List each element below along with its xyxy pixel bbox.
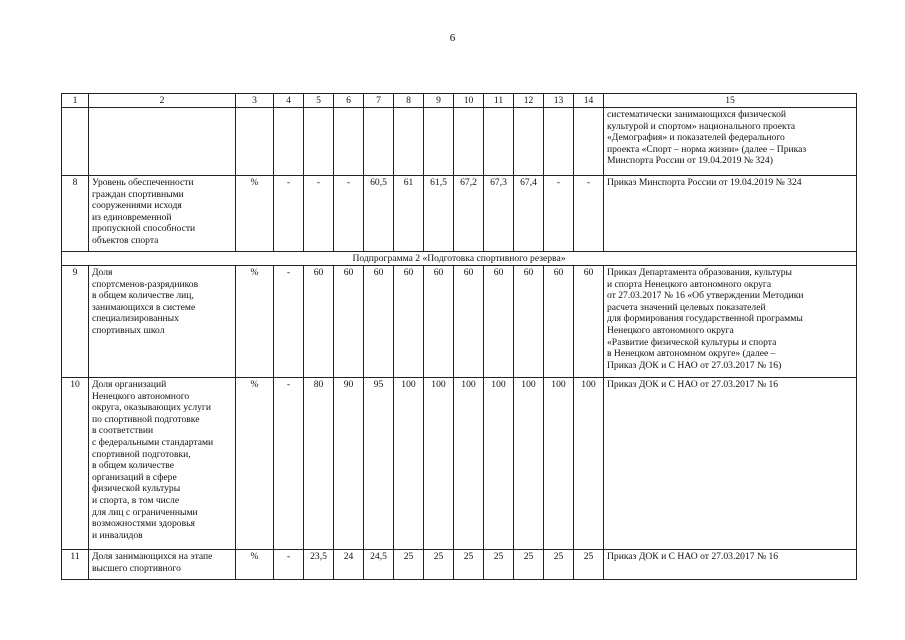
column-header: 3 — [236, 94, 274, 108]
column-header: 9 — [424, 94, 454, 108]
value-cell — [394, 108, 424, 176]
column-header: 11 — [484, 94, 514, 108]
value-cell: 61 — [394, 176, 424, 252]
value-cell: 60 — [334, 266, 364, 378]
indicator-name: Доля организаций Ненецкого автономного округа, оказывающих услуги по спортивной подготовке в соответствии с федеральными стандартами спортивной подготовки, в общем количестве организаций в сфере физической культуры и спорта, в том числе для лиц с ограниченными возможностями здоровья и инвалидов — [89, 378, 236, 550]
source-document: Приказ Департамента образования, культуры и спорта Ненецкого автономного округа от 27.03.2017 № 16 «Об утверждении Методики расчета значений целевых показателей для формирования государственной программы Ненецкого автономного округа «Развитие физической культуры и спорта в Ненецком автономном округе» (далее – Приказ ДОК и С НАО от 27.03.2017 № 16) — [604, 266, 857, 378]
value-cell: 23,5 — [304, 550, 334, 580]
value-cell — [514, 108, 544, 176]
value-cell: - — [544, 176, 574, 252]
value-cell: 25 — [424, 550, 454, 580]
source-document: Приказ ДОК и С НАО от 27.03.2017 № 16 — [604, 550, 857, 580]
value-cell: 60 — [424, 266, 454, 378]
unit-cell: % — [236, 266, 274, 378]
value-cell: 25 — [514, 550, 544, 580]
value-cell — [334, 108, 364, 176]
table-row — [62, 176, 857, 252]
value-cell: 100 — [514, 378, 544, 550]
value-cell — [424, 108, 454, 176]
value-cell: 60 — [484, 266, 514, 378]
indicator-name: Доля спортсменов-разрядников в общем количестве лиц, занимающихся в системе специализированных спортивных школ — [89, 266, 236, 378]
value-cell: - — [274, 266, 304, 378]
value-cell: 60 — [394, 266, 424, 378]
value-cell — [454, 108, 484, 176]
column-header: 6 — [334, 94, 364, 108]
value-cell: 60 — [304, 266, 334, 378]
column-header: 2 — [89, 94, 236, 108]
source-document: Приказ Минспорта России от 19.04.2019 № 324 — [604, 176, 857, 252]
source-document: систематически занимающихся физической культурой и спортом» национального проекта «Демография» и показателей федерального проекта «Спорт – норма жизни» (далее – Приказ Минспорта России от 19.04.2019 № 324) — [604, 108, 857, 176]
value-cell: 25 — [394, 550, 424, 580]
unit-cell: % — [236, 176, 274, 252]
column-header: 1 — [62, 94, 89, 108]
value-cell: 100 — [484, 378, 514, 550]
page-number: 6 — [449, 32, 456, 44]
column-header: 8 — [394, 94, 424, 108]
value-cell: - — [574, 176, 604, 252]
value-cell — [484, 108, 514, 176]
column-header: 13 — [544, 94, 574, 108]
value-cell: 60,5 — [364, 176, 394, 252]
row-number: 10 — [62, 378, 89, 550]
value-cell: 60 — [574, 266, 604, 378]
unit-cell: % — [236, 550, 274, 580]
column-header: 7 — [364, 94, 394, 108]
unit-cell: % — [236, 378, 274, 550]
header-row — [62, 94, 857, 108]
row-number: 11 — [62, 550, 89, 580]
indicator-name: Уровень обеспеченности граждан спортивными сооружениями исходя из единовременной пропускной способности объектов спорта — [89, 176, 236, 252]
value-cell — [304, 108, 334, 176]
value-cell: - — [304, 176, 334, 252]
value-cell: 95 — [364, 378, 394, 550]
table-row — [62, 378, 857, 550]
value-cell: 60 — [364, 266, 394, 378]
value-cell: 90 — [334, 378, 364, 550]
value-cell: 100 — [544, 378, 574, 550]
value-cell: 67,4 — [514, 176, 544, 252]
value-cell: 25 — [574, 550, 604, 580]
value-cell: 67,2 — [454, 176, 484, 252]
source-document: Приказ ДОК и С НАО от 27.03.2017 № 16 — [604, 378, 857, 550]
value-cell: - — [334, 176, 364, 252]
column-header: 14 — [574, 94, 604, 108]
value-cell: 60 — [454, 266, 484, 378]
table-row — [62, 550, 857, 580]
value-cell — [364, 108, 394, 176]
subprogram-title: Подпрограмма 2 «Подготовка спортивного резерва» — [62, 252, 857, 266]
indicator-name — [89, 108, 236, 176]
unit-cell — [236, 108, 274, 176]
column-header: 4 — [274, 94, 304, 108]
value-cell: 25 — [544, 550, 574, 580]
value-cell: 60 — [514, 266, 544, 378]
row-number — [62, 108, 89, 176]
value-cell: 100 — [454, 378, 484, 550]
table-row — [62, 108, 857, 176]
column-header: 15 — [604, 94, 857, 108]
subprogram-row — [62, 252, 857, 266]
value-cell: 60 — [544, 266, 574, 378]
value-cell: 61,5 — [424, 176, 454, 252]
value-cell: - — [274, 176, 304, 252]
value-cell: - — [274, 378, 304, 550]
column-header: 10 — [454, 94, 484, 108]
value-cell: 24 — [334, 550, 364, 580]
value-cell: - — [274, 550, 304, 580]
row-number: 9 — [62, 266, 89, 378]
value-cell: 25 — [454, 550, 484, 580]
column-header: 5 — [304, 94, 334, 108]
indicators-table — [61, 93, 857, 580]
table-row — [62, 266, 857, 378]
value-cell — [544, 108, 574, 176]
value-cell: 100 — [394, 378, 424, 550]
value-cell: 24,5 — [364, 550, 394, 580]
value-cell: 25 — [484, 550, 514, 580]
column-header: 12 — [514, 94, 544, 108]
row-number: 8 — [62, 176, 89, 252]
value-cell: 100 — [424, 378, 454, 550]
value-cell: 67,3 — [484, 176, 514, 252]
value-cell — [574, 108, 604, 176]
value-cell: 100 — [574, 378, 604, 550]
value-cell: 80 — [304, 378, 334, 550]
indicator-name: Доля занимающихся на этапе высшего спортивного — [89, 550, 236, 580]
value-cell — [274, 108, 304, 176]
